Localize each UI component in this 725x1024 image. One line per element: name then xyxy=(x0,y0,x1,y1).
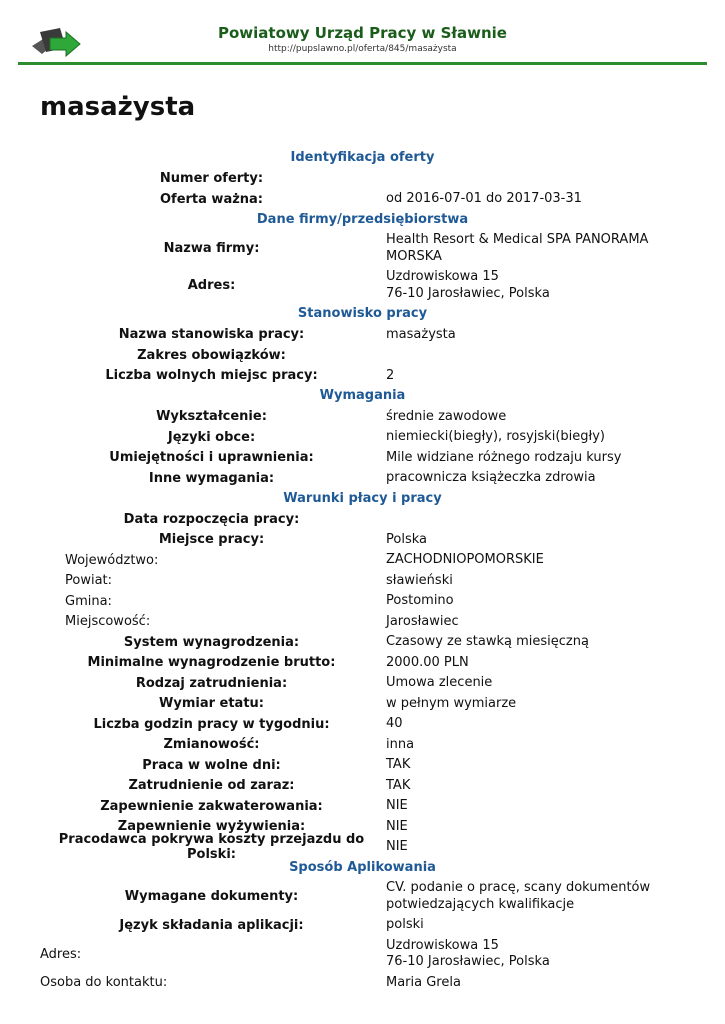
field-value: 40 xyxy=(386,716,403,731)
field-row xyxy=(40,267,685,304)
section-heading: Stanowisko pracy xyxy=(297,306,428,321)
field-row xyxy=(40,366,685,387)
field-label: Zatrudnienie od zaraz: xyxy=(128,778,295,794)
field-value: od 2016-07-01 do 2017-03-31 xyxy=(386,191,582,206)
field-value xyxy=(386,345,685,366)
field-row xyxy=(40,973,685,994)
field-label: Wymiar etatu: xyxy=(159,696,264,712)
field-value: TAK xyxy=(386,777,411,793)
field-label: Oferta ważna: xyxy=(159,191,264,207)
field-label: Miejscowość: xyxy=(65,614,151,630)
site-title: Powiatowy Urząd Pracy w Sławnie xyxy=(218,24,507,42)
field-value xyxy=(386,509,685,530)
field-label: Wymagane dokumenty: xyxy=(124,889,299,904)
field-value: NIE xyxy=(386,818,408,834)
field-label: Adres: xyxy=(40,946,82,962)
field-value: Umowa zlecenie xyxy=(386,675,493,690)
field-value: polski xyxy=(386,917,424,932)
field-label: Pracodawca pokrywa koszty przejazdu do Polski: xyxy=(58,832,365,863)
field-value: inna xyxy=(386,736,415,752)
field-value: NIE xyxy=(386,839,408,854)
field-value: ZACHODNIOPOMORSKIE xyxy=(386,552,544,567)
field-value: Postomino xyxy=(386,593,454,608)
section-heading: Wymagania xyxy=(319,388,406,403)
field-row xyxy=(40,325,685,346)
field-label: Zapewnienie wyżywienia: xyxy=(117,819,306,835)
field-value: Czasowy ze stawką miesięczną xyxy=(386,634,589,649)
field-value: średnie zawodowe xyxy=(386,408,507,424)
field-value: sławieński xyxy=(386,572,453,588)
field-label: Gmina: xyxy=(65,593,112,609)
field-row xyxy=(40,936,685,973)
field-label: Data rozpoczęcia pracy: xyxy=(123,511,300,527)
field-label: Minimalne wynagrodzenie brutto: xyxy=(87,655,336,671)
field-value: 2000.00 PLN xyxy=(386,654,469,670)
page-title: masażysta xyxy=(40,92,196,122)
field-label: Liczba wolnych miejsc pracy: xyxy=(105,368,318,384)
section-heading: Sposób Aplikowania xyxy=(289,859,436,875)
field-row xyxy=(40,169,685,190)
field-row xyxy=(40,230,685,267)
field-label: Języki obce: xyxy=(167,429,256,445)
field-row xyxy=(40,468,685,489)
field-label: Województwo: xyxy=(65,552,159,568)
field-row xyxy=(40,407,685,428)
field-label: Miejsce pracy: xyxy=(158,532,265,548)
field-label: Zmianowość: xyxy=(163,737,260,753)
field-row xyxy=(40,427,685,448)
field-label: Powiat: xyxy=(65,573,113,589)
field-row xyxy=(40,612,685,633)
field-label: Zakres obowiązków: xyxy=(137,347,286,363)
field-row xyxy=(40,714,685,735)
section-heading: Warunki płacy i pracy xyxy=(283,490,442,506)
field-label: Wykształcenie: xyxy=(156,409,267,425)
field-row xyxy=(40,591,685,612)
field-value: masażysta xyxy=(386,326,456,342)
field-value xyxy=(386,169,685,190)
field-row xyxy=(40,673,685,694)
field-value: Uzdrowiskowa 15 76-10 Jarosławiec, Polska xyxy=(386,269,550,301)
site-header xyxy=(18,18,707,65)
field-value: pracownicza książeczka zdrowia xyxy=(386,470,596,485)
field-row xyxy=(40,776,685,797)
section-heading: Identyfikacja oferty xyxy=(290,150,435,165)
site-url: http://pupslawno.pl/oferta/845/masażysta xyxy=(268,44,457,54)
field-row xyxy=(40,530,685,551)
field-label: System wynagrodzenia: xyxy=(123,634,300,650)
field-value: CV. podanie o pracę, scany dokumentów potwiedzających kwalifikacje xyxy=(386,880,651,912)
field-label: Rodzaj zatrudnienia: xyxy=(135,675,288,691)
section-heading: Dane firmy/przedsiębiorstwa xyxy=(256,211,469,227)
field-row xyxy=(40,755,685,776)
field-row xyxy=(40,653,685,674)
field-row xyxy=(40,189,685,210)
field-value: Uzdrowiskowa 15 76-10 Jarosławiec, Polska xyxy=(386,937,550,969)
field-row xyxy=(40,571,685,592)
field-row xyxy=(40,448,685,469)
field-label: Adres: xyxy=(187,278,236,293)
field-value: Polska xyxy=(386,531,427,547)
field-label: Praca w wolne dni: xyxy=(142,757,281,773)
field-row xyxy=(40,509,685,530)
field-label: Liczba godzin pracy w tygodniu: xyxy=(93,716,330,732)
offer-details-table xyxy=(40,148,685,993)
field-value: Maria Grela xyxy=(386,974,461,990)
field-row xyxy=(40,915,685,936)
field-label: Nazwa stanowiska pracy: xyxy=(118,327,305,343)
field-label: Umiejętności i uprawnienia: xyxy=(109,450,314,466)
field-value: niemiecki(biegły), rosyjski(biegły) xyxy=(386,429,605,444)
field-row xyxy=(40,796,685,817)
field-value: Health Resort & Medical SPA PANORAMA MORSKA xyxy=(386,232,649,264)
field-row xyxy=(40,550,685,571)
field-label: Język składania aplikacji: xyxy=(119,917,304,933)
field-label: Osoba do kontaktu: xyxy=(40,975,168,991)
field-row xyxy=(40,694,685,715)
field-label: Numer oferty: xyxy=(159,171,264,187)
field-value: Mile widziane różnego rodzaju kursy xyxy=(386,449,622,465)
field-label: Zapewnienie zakwaterowania: xyxy=(100,798,323,814)
field-value: TAK xyxy=(386,757,411,772)
field-row xyxy=(40,832,685,863)
field-value: Jarosławiec xyxy=(386,613,459,629)
field-value: 2 xyxy=(386,367,395,383)
field-label: Inne wymagania: xyxy=(148,470,275,486)
field-row xyxy=(40,345,685,366)
field-value: NIE xyxy=(386,798,408,813)
field-row xyxy=(40,878,685,915)
field-row xyxy=(40,735,685,756)
field-value: w pełnym wymiarze xyxy=(386,695,517,711)
field-row xyxy=(40,632,685,653)
field-label: Nazwa firmy: xyxy=(163,241,260,256)
